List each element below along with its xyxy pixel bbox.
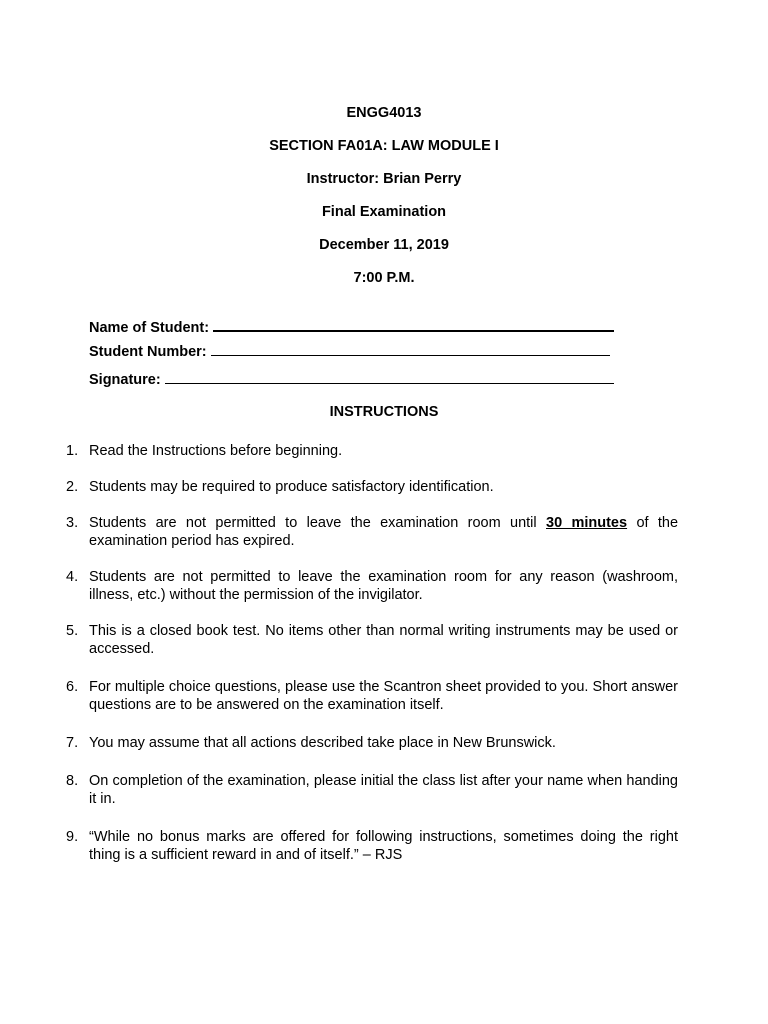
instruction-text: Students may be required to produce satisfactory identification. <box>89 479 494 495</box>
instruction-number: 6. <box>66 679 79 695</box>
instruction-item <box>66 735 678 753</box>
instruction-text-before: Students are not permitted to leave the examination room until <box>89 515 537 531</box>
instruction-item <box>66 773 678 808</box>
instruction-number: 4. <box>66 569 79 585</box>
instruction-text: For multiple choice questions, please use the Scantron sheet provided to you. Short answer questions are to be answered on the examination itself. <box>89 679 678 713</box>
student-number-label: Student Number: <box>89 344 207 360</box>
section-title: SECTION FA01A: LAW MODULE I <box>269 138 499 154</box>
instruction-item <box>66 515 678 550</box>
exam-date: December 11, 2019 <box>319 237 449 253</box>
instruction-item <box>66 479 678 497</box>
instructions-heading: INSTRUCTIONS <box>329 404 439 420</box>
exam-type: Final Examination <box>321 204 447 220</box>
instruction-number: 3. <box>66 515 79 531</box>
signature-line[interactable] <box>165 369 614 384</box>
instruction-number: 7. <box>66 735 79 751</box>
signature-field <box>89 369 614 389</box>
student-name-line[interactable] <box>213 316 614 332</box>
student-number-line[interactable] <box>211 341 610 356</box>
signature-label: Signature: <box>89 372 161 388</box>
instruction-text: On completion of the examination, please initial the class list after your name when handing it in. <box>89 773 678 807</box>
instruction-text: Read the Instructions before beginning. <box>89 443 343 459</box>
course-code: ENGG4013 <box>346 105 422 121</box>
instruction-number: 2. <box>66 479 79 495</box>
instruction-number: 5. <box>66 623 79 639</box>
instruction-number: 9. <box>66 829 79 845</box>
instruction-item <box>66 679 678 714</box>
instruction-item <box>66 829 678 864</box>
instruction-text: This is a closed book test. No items other than normal writing instruments may be used or accessed. <box>89 623 678 657</box>
instruction-text-after: of the examination period has expired. <box>89 515 679 549</box>
instruction-number: 1. <box>66 443 79 459</box>
student-number-field <box>89 341 610 361</box>
student-name-label: Name of Student: <box>89 320 210 336</box>
instructor-name: Instructor: Brian Perry <box>306 171 462 187</box>
instruction-item <box>66 623 678 658</box>
exam-time: 7:00 P.M. <box>353 270 415 286</box>
student-name-field <box>89 316 614 337</box>
instruction-text: You may assume that all actions described take place in New Brunswick. <box>89 735 556 751</box>
instruction-item <box>66 569 678 604</box>
instruction-number: 8. <box>66 773 79 789</box>
instruction-text <box>89 515 678 550</box>
instruction-text: Students are not permitted to leave the examination room for any reason (washroom, illness, etc.) without the permission of the invigilator. <box>89 569 678 603</box>
instruction-text: “While no bonus marks are offered for following instructions, sometimes doing the right thing is a sufficient reward in and of itself.” – RJS <box>89 829 678 863</box>
instruction-item <box>66 443 678 461</box>
emphasized-duration: 30 minutes <box>546 515 628 531</box>
